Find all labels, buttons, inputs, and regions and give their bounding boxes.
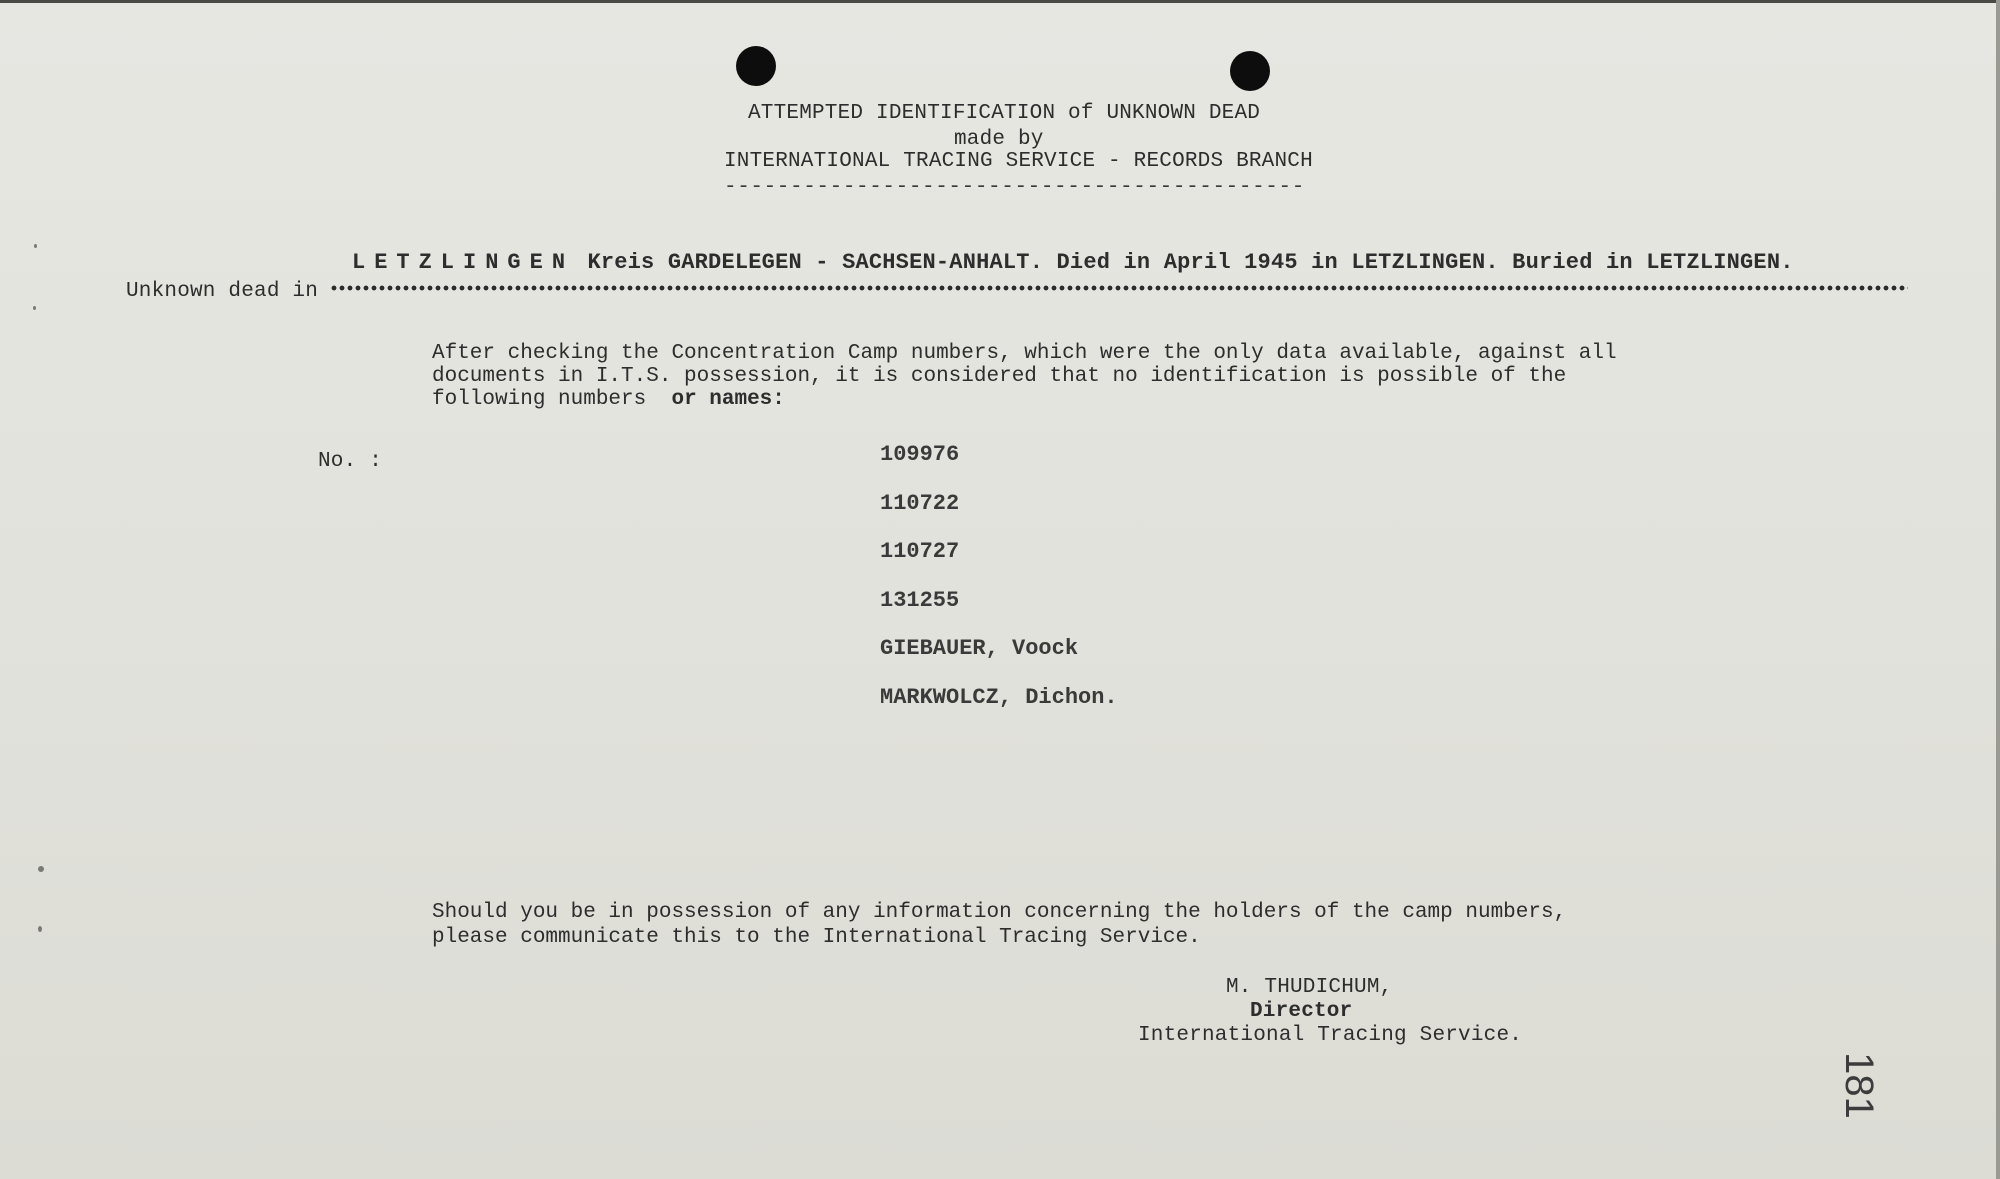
unknown-dead-label: Unknown dead in: [126, 280, 319, 303]
list-item: 110722: [880, 490, 960, 516]
page-number-stamp: 181: [1836, 1052, 1881, 1119]
closing-line-2: please communicate this to the International Tracing Service.: [432, 926, 1201, 949]
closing-paragraph: [432, 900, 1566, 950]
issuing-organization: INTERNATIONAL TRACING SERVICE - RECORDS BRANCH: [724, 150, 1313, 173]
dotted-leader: [330, 278, 1908, 292]
document-subtitle: made by: [954, 128, 1044, 151]
paper-mark: [34, 244, 37, 248]
list-item: GIEBAUER, Voock: [880, 636, 1079, 661]
punch-hole-right: [1230, 51, 1270, 91]
signatory-organization: International Tracing Service.: [1138, 1024, 1523, 1047]
location-details: Kreis GARDELEGEN - SACHSEN-ANHALT. Died in April 1945 in LETZLINGEN. Buried in LETZLINGEN.: [587, 250, 1794, 275]
intro-line-3-suffix: or names:: [671, 388, 785, 411]
paper-mark: [38, 866, 44, 872]
list-item: 131255: [880, 587, 960, 613]
header-underline: --------------------------------------------: [724, 176, 1305, 199]
top-edge-shadow: [0, 0, 2000, 3]
intro-paragraph: [432, 342, 1692, 411]
intro-line-2: documents in I.T.S. possession, it is considered that no identification is possible of the: [432, 365, 1567, 388]
location-line: [352, 250, 1794, 275]
list-item: 109976: [880, 442, 960, 467]
paper-mark: [33, 306, 36, 310]
location-town: LETZLINGEN: [352, 250, 575, 275]
list-item: MARKWOLCZ, Dichon.: [880, 684, 1118, 710]
signatory-title: Director: [1250, 1000, 1353, 1023]
intro-line-3: [432, 388, 1692, 411]
intro-line-3-prefix: following numbers: [432, 388, 647, 411]
numbers-label: No. :: [318, 450, 383, 473]
document-title: ATTEMPTED IDENTIFICATION of UNKNOWN DEAD: [748, 102, 1261, 125]
punch-hole-left: [736, 46, 776, 86]
unidentified-list: [880, 442, 1118, 733]
signatory-name: M. THUDICHUM,: [1226, 976, 1393, 999]
right-edge-shadow: [1996, 0, 2000, 1179]
intro-line-1: After checking the Concentration Camp numbers, which were the only data available, against all: [432, 342, 1617, 365]
list-item: 110727: [880, 539, 960, 564]
paper-mark: [38, 926, 42, 932]
closing-line-1: Should you be in possession of any information concerning the holders of the camp numbers,: [432, 901, 1567, 924]
